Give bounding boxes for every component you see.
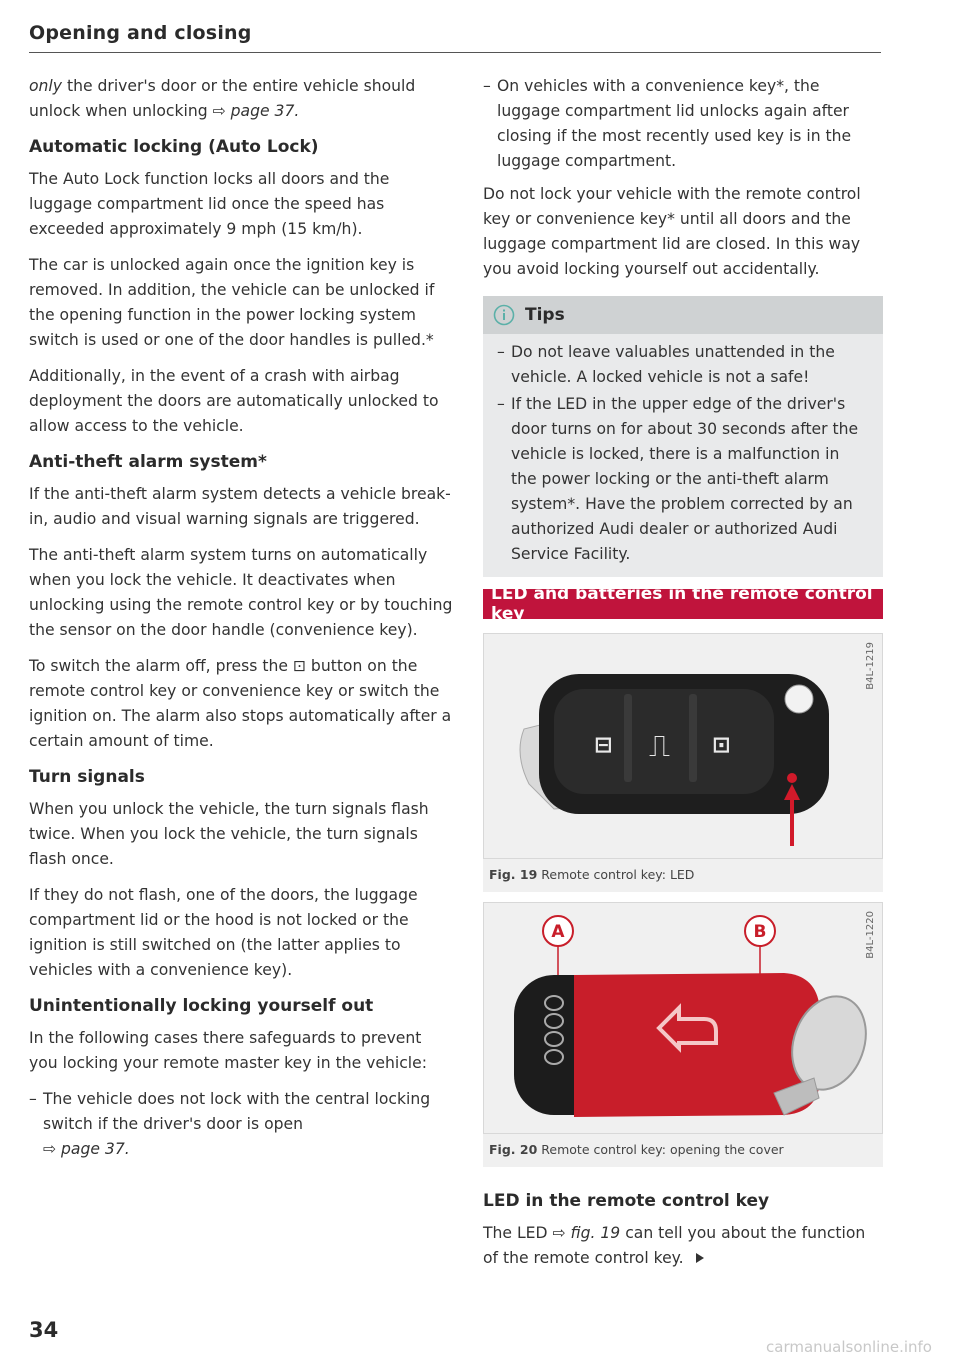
auto-lock-heading: Automatic locking (Auto Lock) [29, 137, 319, 157]
continue-arrow-icon [696, 1253, 704, 1263]
figure-19 [483, 633, 883, 892]
list-item: – The vehicle does not lock with the central locking switch if the driver's door is open ⇨ page 37. [29, 1090, 431, 1158]
figure-caption: Fig. 20 Remote control key: opening the cover [483, 1134, 883, 1167]
figure-20 [483, 902, 883, 1167]
figure-code: B4L-1219 [865, 642, 876, 690]
turn-signals-p2: If they do not flash, one of the doors, the luggage compartment lid or the hood is not locked or the ignition is still switched on (the latter applies to vehicles with a convenience key). [29, 886, 418, 979]
page-link[interactable]: ⇨ page 37. [43, 1140, 130, 1158]
marker-a: A [551, 922, 565, 942]
figure-link[interactable]: ⇨ fig. 19 [552, 1224, 621, 1242]
anti-theft-p3: To switch the alarm off, press the ⊡ button on the remote control key or convenience key or switch the ignition on. The alarm also stops automatically after a certain amount of time. [29, 657, 452, 750]
anti-theft-p1: If the anti-theft alarm system detects a vehicle break-in, audio and visual warning signals are triggered. [29, 485, 451, 528]
intro-paragraph: only the driver's door or the entire vehicle should unlock when unlocking ⇨ page 37. [29, 77, 416, 120]
marker-b: B [753, 922, 767, 942]
page-number: 34 [29, 1318, 59, 1342]
unintentional-p1: In the following cases there safeguards to prevent you locking your remote master key in the vehicle: [29, 1029, 427, 1072]
tips-box [483, 296, 883, 577]
list-item: – Do not leave valuables unattended in the vehicle. A locked vehicle is not a safe! [497, 343, 835, 386]
figure-caption: Fig. 19 Remote control key: LED [483, 859, 883, 892]
watermark: carmanualsonline.info [766, 1338, 932, 1356]
page-link[interactable]: ⇨ page 37. [212, 102, 300, 120]
list-item: – On vehicles with a convenience key*, the luggage compartment lid unlocks again after closing if the most recently used key is in the luggage compartment. [483, 77, 852, 170]
right-column [483, 74, 883, 1282]
auto-lock-p1: The Auto Lock function locks all doors and the luggage compartment lid once the speed has exceeded approximately 9 mph (15 km/h). [29, 170, 390, 238]
left-column [29, 74, 454, 1170]
list-item: – If the LED in the upper edge of the driver's door turns on for about 30 seconds after the vehicle is locked, there is a malfunction in the power locking or the anti-theft alarm system*. Have the problem corrected by an authorized Audi dealer or authorized Audi Service Facility. [497, 395, 859, 563]
auto-lock-p3: Additionally, in the event of a crash with airbag deployment the doors are automatically unlocked to allow access to the vehicle. [29, 367, 439, 435]
section-title: Opening and closing [29, 22, 252, 44]
auto-lock-p2: The car is unlocked again once the ignition key is removed. In addition, the vehicle can be unlocked if the opening function in the power locking system switch is used or one of the door handles is pulled.* [29, 256, 435, 349]
tips-body [483, 334, 883, 567]
anti-theft-p2: The anti-theft alarm system turns on automatically when you lock the vehicle. It deactivates when unlocking using the remote control key or by touching the sensor on the door handle (convenience key). [29, 546, 453, 639]
section-banner: LED and batteries in the remote control key [483, 589, 883, 619]
page-header [29, 22, 881, 53]
tips-title: Tips [525, 305, 565, 325]
svg-text:⎍: ⎍ [649, 729, 670, 764]
led-paragraph: The LED ⇨ fig. 19 can tell you about the function of the remote control key. [483, 1224, 866, 1267]
turn-signals-p1: When you unlock the vehicle, the turn signals flash twice. When you lock the vehicle, the turn signals flash once. [29, 800, 429, 868]
unintentional-heading: Unintentionally locking yourself out [29, 996, 374, 1016]
turn-signals-heading: Turn signals [29, 767, 145, 787]
svg-text:⊡: ⊡ [712, 733, 731, 758]
svg-text:⊟: ⊟ [594, 733, 613, 758]
led-heading: LED in the remote control key [483, 1191, 770, 1211]
info-icon [493, 304, 515, 326]
figure-code: B4L-1220 [865, 911, 876, 959]
right-p1: Do not lock your vehicle with the remote control key or convenience key* until all doors and the luggage compartment lid are closed. In this way you avoid locking yourself out accidentally. [483, 185, 861, 278]
tips-header [483, 296, 883, 334]
remote-key-cover-illustration [484, 903, 882, 1133]
anti-theft-heading: Anti-theft alarm system* [29, 452, 267, 472]
remote-key-led-illustration [484, 634, 882, 858]
